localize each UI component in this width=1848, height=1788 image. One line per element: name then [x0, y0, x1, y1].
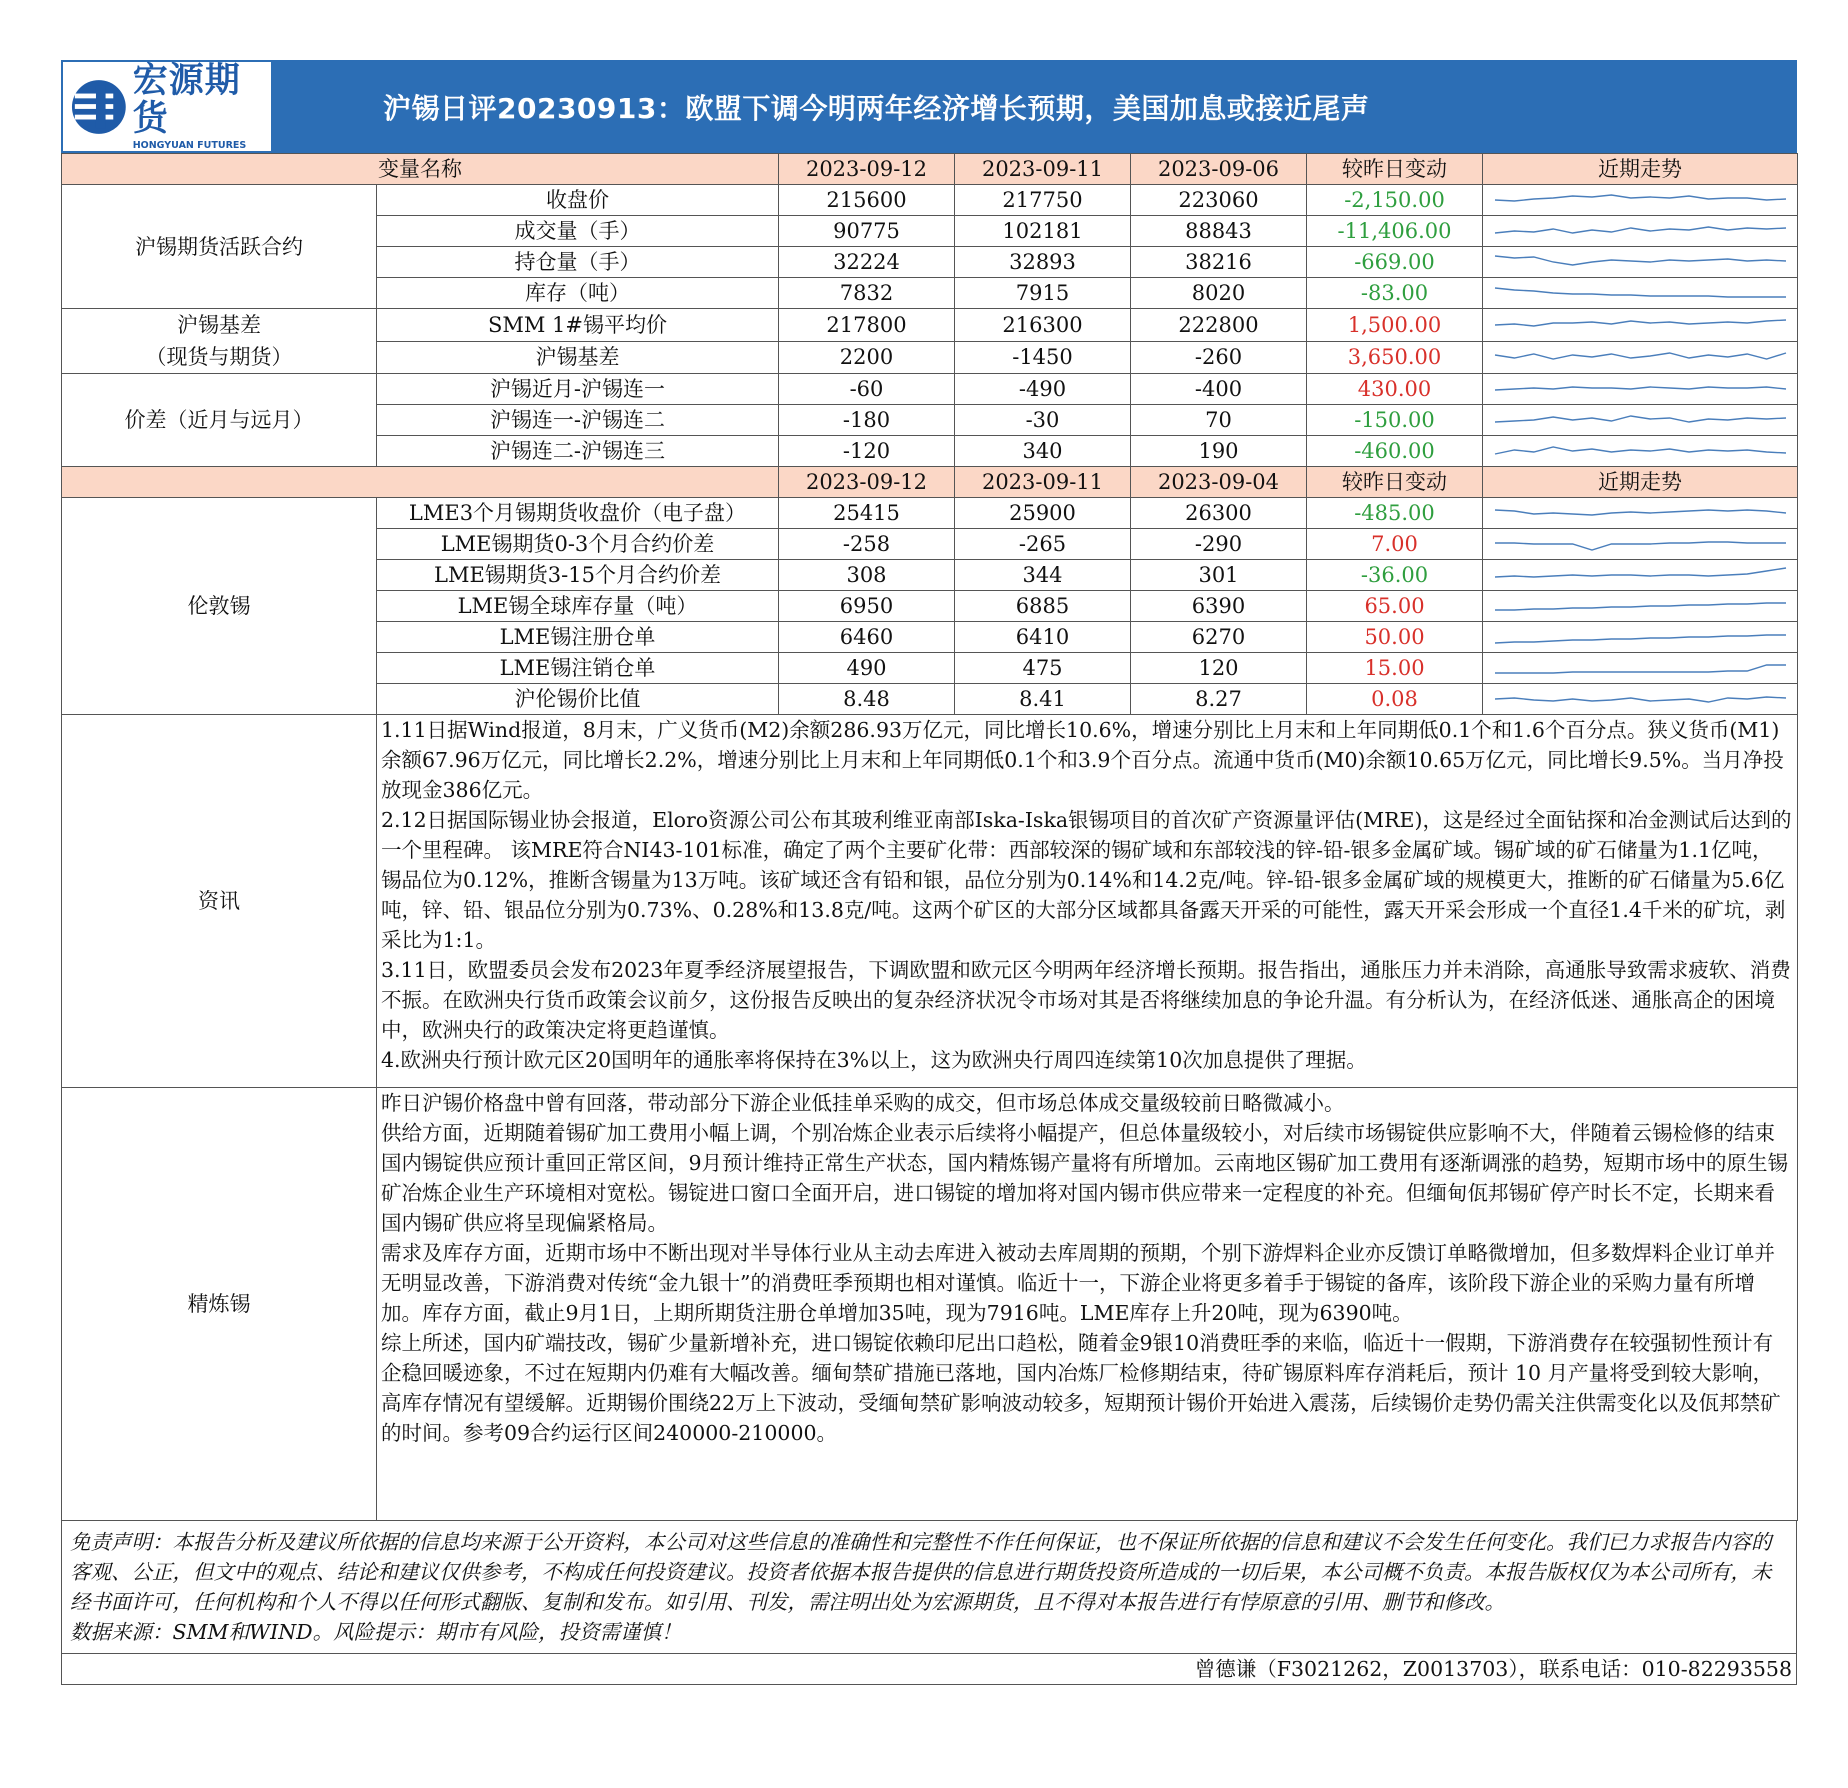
- table-header-row: [62, 154, 1798, 185]
- row-label: 库存（吨）: [377, 278, 779, 309]
- analyst-contact: 曾德谦（F3021262，Z0013703），联系电话：010-82293558: [61, 1654, 1797, 1685]
- sparkline-path: [1495, 256, 1786, 265]
- disclaimer: [61, 1521, 1797, 1654]
- value-cell: 26300: [1131, 498, 1307, 529]
- value-cell: 8.41: [955, 684, 1131, 715]
- sparkline-cell: [1483, 591, 1798, 622]
- sparkline: [1483, 499, 1798, 527]
- refined-content: [377, 1088, 1798, 1521]
- value-cell: 6950: [779, 591, 955, 622]
- value-cell: 6460: [779, 622, 955, 653]
- change-cell: -485.00: [1307, 498, 1483, 529]
- sparkline-path: [1495, 542, 1786, 550]
- change-cell: -669.00: [1307, 247, 1483, 278]
- col-header-date: 2023-09-12: [779, 467, 955, 498]
- sparkline-path: [1495, 353, 1786, 359]
- sparkline: [1483, 343, 1798, 371]
- news-item: 4.欧洲央行预计欧元区20国明年的通胀率将保持在3%以上，这为欧洲央行周四连续第10次加息提供了理据。: [381, 1048, 1367, 1072]
- sparkline: [1483, 279, 1798, 307]
- value-cell: 344: [955, 560, 1131, 591]
- row-label: 沪锡连一-沪锡连二: [377, 405, 779, 436]
- col-header-date: 2023-09-11: [955, 154, 1131, 185]
- col-header-date: 2023-09-06: [1131, 154, 1307, 185]
- value-cell: -180: [779, 405, 955, 436]
- col-header-date: 2023-09-12: [779, 154, 955, 185]
- sparkline-path: [1495, 568, 1786, 577]
- refined-paragraph: 昨日沪锡价格盘中曾有回落，带动部分下游企业低挂单采购的成交，但市场总体成交量级较前日略微减小。: [381, 1091, 1345, 1115]
- refined-row: [62, 1088, 1798, 1521]
- value-cell: -490: [955, 374, 1131, 405]
- sparkline: [1483, 406, 1798, 434]
- value-cell: -265: [955, 529, 1131, 560]
- value-cell: 88843: [1131, 216, 1307, 247]
- value-cell: 70: [1131, 405, 1307, 436]
- table-row: [62, 185, 1798, 216]
- value-cell: 216300: [955, 309, 1131, 342]
- value-cell: -260: [1131, 341, 1307, 374]
- sparkline-path: [1495, 603, 1786, 610]
- value-cell: 7832: [779, 278, 955, 309]
- value-cell: 32893: [955, 247, 1131, 278]
- col-header-date: 2023-09-11: [955, 467, 1131, 498]
- value-cell: 222800: [1131, 309, 1307, 342]
- sparkline-path: [1495, 510, 1786, 515]
- row-label: SMM 1#锡平均价: [377, 309, 779, 342]
- value-cell: -258: [779, 529, 955, 560]
- row-label: 收盘价: [377, 185, 779, 216]
- sparkline-cell: [1483, 216, 1798, 247]
- value-cell: 6410: [955, 622, 1131, 653]
- refined-label: 精炼锡: [62, 1088, 377, 1521]
- sparkline: [1483, 561, 1798, 589]
- value-cell: 215600: [779, 185, 955, 216]
- value-cell: 7915: [955, 278, 1131, 309]
- change-cell: 7.00: [1307, 529, 1483, 560]
- change-cell: -36.00: [1307, 560, 1483, 591]
- value-cell: 217800: [779, 309, 955, 342]
- sparkline: [1483, 375, 1798, 403]
- col-header-change: 较昨日变动: [1307, 154, 1483, 185]
- change-cell: 50.00: [1307, 622, 1483, 653]
- group-label-line: 沪锡基差: [177, 313, 261, 337]
- table-row: [62, 309, 1798, 342]
- change-cell: 65.00: [1307, 591, 1483, 622]
- col-header-variable: 变量名称: [62, 154, 779, 185]
- report-page: [61, 60, 1797, 1685]
- sparkline-cell: [1483, 374, 1798, 405]
- sparkline-cell: [1483, 622, 1798, 653]
- sparkline-cell: [1483, 436, 1798, 467]
- row-label: 沪锡连二-沪锡连三: [377, 436, 779, 467]
- row-label: LME锡期货3-15个月合约价差: [377, 560, 779, 591]
- sparkline: [1483, 248, 1798, 276]
- logo-mark-icon: [71, 71, 127, 143]
- value-cell: 301: [1131, 560, 1307, 591]
- change-cell: 430.00: [1307, 374, 1483, 405]
- value-cell: 217750: [955, 185, 1131, 216]
- logo-english-text: HONGYUAN FUTURES: [132, 140, 247, 151]
- change-cell: -150.00: [1307, 405, 1483, 436]
- value-cell: 8.48: [779, 684, 955, 715]
- change-cell: -2,150.00: [1307, 185, 1483, 216]
- sparkline: [1483, 654, 1798, 682]
- sparkline-path: [1495, 288, 1786, 297]
- row-label: LME锡注销仓单: [377, 653, 779, 684]
- sparkline-path: [1495, 447, 1786, 454]
- sparkline-path: [1495, 227, 1786, 233]
- row-label: LME3个月锡期货收盘价（电子盘）: [377, 498, 779, 529]
- value-cell: 25900: [955, 498, 1131, 529]
- value-cell: 475: [955, 653, 1131, 684]
- sparkline: [1483, 437, 1798, 465]
- group-label: 沪锡期货活跃合约: [62, 185, 377, 309]
- sparkline-path: [1495, 320, 1786, 326]
- value-cell: 102181: [955, 216, 1131, 247]
- data-source-text: 数据来源：SMM和WIND。风险提示：期市有风险，投资需谨慎！: [70, 1620, 682, 1644]
- value-cell: 340: [955, 436, 1131, 467]
- col-header-date: 2023-09-04: [1131, 467, 1307, 498]
- value-cell: 308: [779, 560, 955, 591]
- sparkline: [1483, 685, 1798, 713]
- news-label: 资讯: [62, 715, 377, 1088]
- value-cell: 25415: [779, 498, 955, 529]
- sparkline-path: [1495, 387, 1786, 390]
- sparkline-cell: [1483, 684, 1798, 715]
- news-row: [62, 715, 1798, 1088]
- row-label: 沪伦锡价比值: [377, 684, 779, 715]
- refined-paragraph: 综上所述，国内矿端技改，锡矿少量新增补充，进口锡锭依赖印尼出口趋松，随着金9银10消费旺季的来临，临近十一假期，下游消费存在较强韧性预计有企稳回暖迹象，不过在短期内仍难有大幅改善。缅甸禁矿措施已落地，国内冶炼厂检修期结束，待矿锡原料库存消耗后，预计 10 月产量将受到较大影响，高库存情况有望缓解。近期锡价围绕22万上下波动，受缅甸禁矿影响波动较多，短期预计锡价开始进入震荡，后续锡价走势仍需关注供需变化以及佤邦禁矿的时间。参考09合约运行区间240000-210000。: [381, 1331, 1781, 1445]
- value-cell: -30: [955, 405, 1131, 436]
- value-cell: 8.27: [1131, 684, 1307, 715]
- col-header-trend: 近期走势: [1483, 154, 1798, 185]
- report-title: 沪锡日评20230913：欧盟下调今明两年经济增长预期，美国加息或接近尾声: [383, 91, 1370, 125]
- value-cell: 32224: [779, 247, 955, 278]
- change-cell: -83.00: [1307, 278, 1483, 309]
- group-label: [62, 309, 377, 374]
- value-cell: 490: [779, 653, 955, 684]
- value-cell: -60: [779, 374, 955, 405]
- sparkline: [1483, 530, 1798, 558]
- value-cell: 6270: [1131, 622, 1307, 653]
- col-header-blank: [62, 467, 779, 498]
- value-cell: 6390: [1131, 591, 1307, 622]
- sparkline-cell: [1483, 560, 1798, 591]
- logo-chinese-text: 宏源期货: [132, 61, 241, 139]
- sparkline: [1483, 623, 1798, 651]
- sparkline-cell: [1483, 529, 1798, 560]
- sparkline-path: [1495, 697, 1786, 702]
- sparkline-cell: [1483, 341, 1798, 374]
- col-header-trend: 近期走势: [1483, 467, 1798, 498]
- value-cell: 6885: [955, 591, 1131, 622]
- change-cell: 1,500.00: [1307, 309, 1483, 342]
- sparkline-cell: [1483, 309, 1798, 342]
- sparkline-path: [1495, 635, 1786, 643]
- data-table: [61, 153, 1798, 1521]
- sparkline-path: [1495, 665, 1786, 673]
- value-cell: -290: [1131, 529, 1307, 560]
- sparkline-path: [1495, 195, 1786, 201]
- sparkline-path: [1495, 416, 1786, 422]
- disclaimer-text: 免责声明：本报告分析及建议所依据的信息均来源于公开资料，本公司对这些信息的准确性和完整性不作任何保证，也不保证所依据的信息和建议不会发生任何变化。我们已力求报告内容的客观、公正，但文中的观点、结论和建议仅供参考，不构成任何投资建议。投资者依据本报告提供的信息进行期货投资所造成的一切后果，本公司概不负责。本报告版权仅为本公司所有，未经书面许可，任何机构和个人不得以任何形式翻版、复制和发布。如引用、刊发，需注明出处为宏源期货，且不得对本报告进行有悖原意的引用、删节和修改。: [70, 1530, 1772, 1614]
- group-label: 伦敦锡: [62, 498, 377, 715]
- news-content: [377, 715, 1798, 1088]
- row-label: 持仓量（手）: [377, 247, 779, 278]
- sparkline: [1483, 592, 1798, 620]
- row-label: LME锡全球库存量（吨）: [377, 591, 779, 622]
- sparkline-cell: [1483, 653, 1798, 684]
- value-cell: 120: [1131, 653, 1307, 684]
- sparkline-cell: [1483, 498, 1798, 529]
- change-cell: -11,406.00: [1307, 216, 1483, 247]
- news-item: 3.11日，欧盟委员会发布2023年夏季经济展望报告，下调欧盟和欧元区今明两年经济增长预期。报告指出，通胀压力并未消除，高通胀导致需求疲软、消费不振。在欧洲央行货币政策会议前夕，这份报告反映出的复杂经济状况令市场对其是否将继续加息的争论升温。有分析认为，在经济低迷、通胀高企的困境中，欧洲央行的政策决定将更趋谨慎。: [381, 958, 1791, 1042]
- col-header-change: 较昨日变动: [1307, 467, 1483, 498]
- row-label: 沪锡近月-沪锡连一: [377, 374, 779, 405]
- table-row: [62, 498, 1798, 529]
- sparkline: [1483, 217, 1798, 245]
- table-row: [62, 374, 1798, 405]
- change-cell: 15.00: [1307, 653, 1483, 684]
- value-cell: 2200: [779, 341, 955, 374]
- sparkline-cell: [1483, 185, 1798, 216]
- table-header-row: [62, 467, 1798, 498]
- refined-paragraph: 供给方面，近期随着锡矿加工费用小幅上调，个别冶炼企业表示后续将小幅提产，但总体量级较小，对后续市场锡锭供应影响不大，伴随着云锡检修的结束国内锡锭供应预计重回正常区间，9月预计维持正常生产状态，国内精炼锡产量将有所增加。云南地区锡矿加工费用有逐渐调涨的趋势，短期市场中的原生锡矿冶炼企业生产环境相对宽松。锡锭进口窗口全面开启，进口锡锭的增加将对国内锡市供应带来一定程度的补充。但缅甸佤邦锡矿停产时长不定，长期来看国内锡矿供应将呈现偏紧格局。: [381, 1121, 1789, 1235]
- row-label: 沪锡基差: [377, 341, 779, 374]
- value-cell: -400: [1131, 374, 1307, 405]
- row-label: 成交量（手）: [377, 216, 779, 247]
- change-cell: 3,650.00: [1307, 341, 1483, 374]
- row-label: LME锡期货0-3个月合约价差: [377, 529, 779, 560]
- sparkline-cell: [1483, 247, 1798, 278]
- sparkline: [1483, 311, 1798, 339]
- company-logo: [63, 62, 271, 151]
- sparkline-cell: [1483, 405, 1798, 436]
- sparkline-cell: [1483, 278, 1798, 309]
- refined-paragraph: 需求及库存方面，近期市场中不断出现对半导体行业从主动去库进入被动去库周期的预期，个别下游焊料企业亦反馈订单略微增加，但多数焊料企业订单并无明显改善，下游消费对传统“金九银十”的消费旺季预期也相对谨慎。临近十一，下游企业将更多着手于锡锭的备库，该阶段下游企业的采购力量有所增加。库存方面，截止9月1日，上期所期货注册仓单增加35吨，现为7916吨。LME库存上升20吨，现为6390吨。: [381, 1241, 1775, 1325]
- value-cell: 90775: [779, 216, 955, 247]
- group-label-line: （现货与期货）: [145, 345, 293, 369]
- value-cell: 223060: [1131, 185, 1307, 216]
- news-item: 1.11日据Wind报道，8月末，广义货币(M2)余额286.93万亿元，同比增长10.6%，增速分别比上月末和上年同期低0.1个和1.6个百分点。狭义货币(M1)余额67.96万亿元，同比增长2.2%，增速分别比上月末和上年同期低0.1个和3.9个百分点。流通中货币(M0)余额10.65万亿元，同比增长9.5%。当月净投放现金386亿元。: [381, 718, 1784, 802]
- value-cell: 38216: [1131, 247, 1307, 278]
- change-cell: 0.08: [1307, 684, 1483, 715]
- sparkline: [1483, 186, 1798, 214]
- group-label: 价差（近月与远月）: [62, 374, 377, 467]
- row-label: LME锡注册仓单: [377, 622, 779, 653]
- value-cell: -1450: [955, 341, 1131, 374]
- value-cell: -120: [779, 436, 955, 467]
- change-cell: -460.00: [1307, 436, 1483, 467]
- report-header: [61, 60, 1797, 153]
- news-item: 2.12日据国际锡业协会报道，Eloro资源公司公布其玻利维亚南部Iska-Iska银锡项目的首次矿产资源量评估(MRE)，这是经过全面钻探和冶金测试后达到的一个里程碑。 该MRE符合NI43-101标准，确定了两个主要矿化带：西部较深的锡矿域和东部较浅的锌-铅-银多金属矿域。锡矿域的矿石储量为1.1亿吨，锡品位为0.12%，推断含锡量为13万吨。该矿域还含有铅和银，品位分别为0.14%和14.2克/吨。锌-铅-银多金属矿域的规模更大，推断的矿石储量为5.6亿吨，锌、铅、银品位分别为0.73%、0.28%和13.8克/吨。这两个矿区的大部分区域都具备露天开采的可能性，露天开采会形成一个直径1.4千米的矿坑，剥采比为1:1。: [381, 808, 1792, 952]
- value-cell: 190: [1131, 436, 1307, 467]
- value-cell: 8020: [1131, 278, 1307, 309]
